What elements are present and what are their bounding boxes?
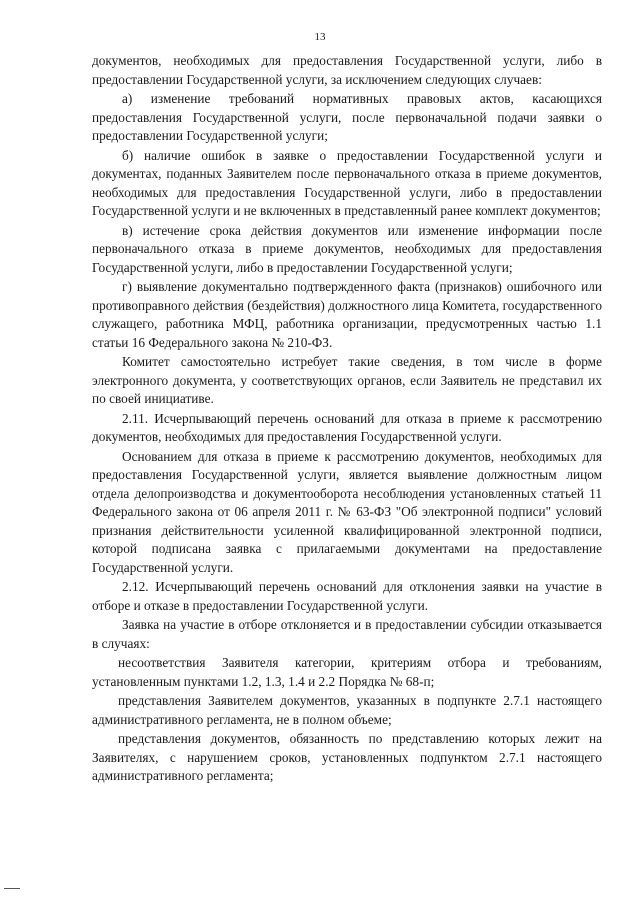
- list-item-incomplete-docs: представления Заявителем документов, указанных в подпункте 2.7.1 настоящего административного регламента, не в полном объеме;: [92, 693, 602, 727]
- list-item-noncompliance: несоответствия Заявителя категории, критериям отбора и требованиям, установленным пунктами 1.2, 1.3, 1.4 и 2.2 Порядка № 68-п;: [92, 655, 602, 689]
- paragraph-refusal-grounds: Основанием для отказа в приеме к рассмотрению документов, необходимых для предоставления Государственной услуги, является выявление должностным лицом отдела делопроизводства и документооборота несоблюдения установленных статьей 11 Федерального закона от 06 апреля 2011 г. № 63-ФЗ "Об электронной подписи" условий признания действительности усиленной квалифицированной электронной подписи, которой подписана заявка с прилагаемыми документами на предоставление Государственной услуги.: [92, 448, 602, 575]
- paragraph-rejection-intro: Заявка на участие в отборе отклоняется и в предоставлении субсидии отказывается в случаях:: [92, 617, 602, 651]
- list-item-late-docs: представления документов, обязанность по представлению которых лежит на Заявителях, с нарушением сроков, установленных подпунктом 2.7.1 настоящего административного регламента;: [92, 731, 602, 783]
- paragraph-item-g: г) выявление документально подтвержденного факта (признаков) ошибочного или противоправного действия (бездействия) должностного лица Комитета, государственного служащего, работника МФЦ, работника организации, предусмотренных частью 1.1 статьи 16 Федерального закона № 210-ФЗ.: [92, 279, 602, 350]
- paragraph-item-v: в) истечение срока действия документов или изменение информации после первоначального отказа в приеме документов, необходимых для предоставления Государственной услуги, либо в предоставлении Государственной услуги;: [92, 222, 602, 275]
- section-heading-2-11: 2.11. Исчерпывающий перечень оснований для отказа в приеме к рассмотрению документов, необходимых для предоставления Государственной услуги.: [92, 410, 602, 444]
- scan-edge-mark: [4, 888, 20, 889]
- page-number: 13: [314, 31, 326, 43]
- document-body: [92, 52, 602, 787]
- paragraph-item-a: а) изменение требований нормативных правовых актов, касающихся предоставления Государственной услуги, после первоначальной подачи заявки о предоставлении Государственной услуги;: [92, 91, 602, 143]
- section-heading-2-12: 2.12. Исчерпывающий перечень оснований для отклонения заявки на участие в отборе и отказе в предоставлении Государственной услуги.: [92, 579, 602, 613]
- paragraph-item-b: б) наличие ошибок в заявке о предоставлении Государственной услуги и документах, поданных Заявителем после первоначального отказа в приеме документов, необходимых для предоставления Государственной услуги, либо в предоставлении Государственной услуги и не включенных в представленный ранее комплект документов;: [92, 147, 602, 218]
- paragraph-committee-request: Комитет самостоятельно истребует такие сведения, в том числе в форме электронного документа, у соответствующих органов, если Заявитель не представил их по своей инициативе.: [92, 354, 602, 406]
- paragraph-continuation: документов, необходимых для предоставления Государственной услуги, либо в предоставлении Государственной услуги, за исключением следующих случаев:: [92, 53, 602, 87]
